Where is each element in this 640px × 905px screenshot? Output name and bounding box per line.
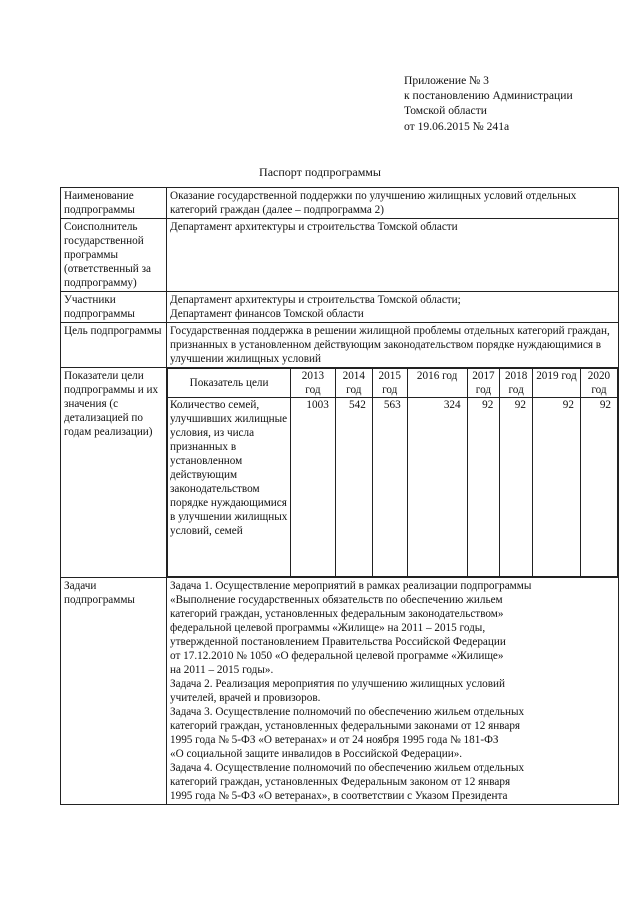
- indicator-value: 92: [467, 398, 500, 577]
- year-header: 2020 год: [580, 369, 617, 398]
- header-line: от 19.06.2015 № 241а: [404, 119, 510, 133]
- task-line: категорий граждан, установленных федеральными законами от 12 января: [170, 720, 521, 732]
- task-line: учителей, врачей и провизоров.: [170, 692, 321, 704]
- task-line: от 17.12.2010 № 1050 «О федеральной целевой программе «Жилище»: [170, 650, 504, 662]
- indicators-header-row: [168, 369, 618, 398]
- row-label: Показатели цели подпрограммы и их значения (с детализацией по годам реализации): [61, 368, 167, 578]
- passport-table: [60, 187, 619, 805]
- task-line: Задача 2. Реализация мероприятия по улучшению жилищных условий: [170, 678, 506, 690]
- row-coexecutor: [61, 219, 619, 292]
- participant-line: Департамент архитектуры и строительства Томской области;: [170, 294, 461, 306]
- indicator-value: 542: [335, 398, 372, 577]
- tasks-list: [167, 578, 619, 805]
- row-value: [167, 368, 619, 578]
- row-value: Государственная поддержка в решении жилищной проблемы отдельных категорий граждан, признанных в установленном действующим законодательством порядке нуждающимися в улучшении жилищных условий: [167, 323, 619, 368]
- participant-line: Департамент финансов Томской области: [170, 308, 364, 320]
- task-line: федеральной целевой программы «Жилище» на 2011 – 2015 годы,: [170, 622, 486, 634]
- task-line: 1995 года № 5-ФЗ «О ветеранах», в соответствии с Указом Президента: [170, 790, 508, 802]
- year-header: 2013 год: [291, 369, 336, 398]
- header-line: Приложение № 3: [404, 74, 489, 87]
- task-line: «Выполнение государственных обязательств по обеспечению жильем: [170, 594, 503, 606]
- year-header: 2017 год: [467, 369, 500, 398]
- header-line: к постановлению Администрации: [404, 89, 573, 103]
- row-goal: [61, 323, 619, 368]
- indicators-table: [167, 368, 618, 577]
- page-title: Паспорт подпрограммы: [259, 165, 381, 179]
- row-indicators: [61, 368, 619, 578]
- year-header: 2019 год: [532, 369, 580, 398]
- task-line: утвержденной постановлением Правительства Российской Федерации: [170, 636, 506, 648]
- task-line: 1995 года № 5-ФЗ «О ветеранах» и от 24 ноября 1995 года № 181-ФЗ: [170, 734, 499, 746]
- year-header: 2018 год: [500, 369, 533, 398]
- indicator-column-header: Показатель цели: [168, 369, 291, 398]
- row-label: Соисполнитель государственной программы (ответственный за подпрограмму): [61, 219, 167, 292]
- row-name: [61, 188, 619, 219]
- indicator-name: Количество семей, улучшивших жилищные условия, из числа признанных в установленном действующим законодательством порядке нуждающимися в улучшении жилищных условий, семей: [168, 398, 291, 577]
- task-line: на 2011 – 2015 годы».: [170, 664, 274, 676]
- task-line: категорий граждан, установленных Федеральным законом от 12 января: [170, 776, 511, 788]
- row-tasks: [61, 578, 619, 805]
- year-header: 2016 год: [407, 369, 467, 398]
- document-header: [404, 73, 573, 134]
- indicator-row: [168, 398, 618, 577]
- row-label: Цель подпрограммы: [61, 323, 167, 368]
- row-label: Задачи подпрограммы: [61, 578, 167, 805]
- indicator-value: 324: [407, 398, 467, 577]
- row-value: [167, 292, 619, 323]
- task-line: Задача 1. Осуществление мероприятий в рамках реализации подпрограммы: [170, 580, 532, 592]
- year-header: 2014 год: [335, 369, 372, 398]
- year-header: 2015 год: [372, 369, 407, 398]
- task-line: Задача 4. Осуществление полномочий по обеспечению жильем отдельных: [170, 762, 525, 774]
- row-label: Участники подпрограммы: [61, 292, 167, 323]
- indicator-value: 1003: [291, 398, 336, 577]
- task-line: «О социальной защите инвалидов в Российской Федерации».: [170, 748, 463, 760]
- indicator-value: 92: [500, 398, 533, 577]
- header-line: Томской области: [404, 104, 487, 118]
- row-participants: [61, 292, 619, 323]
- indicator-value: 92: [532, 398, 580, 577]
- row-label: Наименование подпрограммы: [61, 188, 167, 219]
- row-value: Оказание государственной поддержки по улучшению жилищных условий отдельных категорий граждан (далее – подпрограмма 2): [167, 188, 619, 219]
- task-line: Задача 3. Осуществление полномочий по обеспечению жильем отдельных: [170, 706, 525, 718]
- indicator-value: 563: [372, 398, 407, 577]
- row-value: Департамент архитектуры и строительства Томской области: [167, 219, 619, 292]
- task-line: категорий граждан, установленных федеральным законодательством»: [170, 608, 504, 620]
- indicator-value: 92: [580, 398, 617, 577]
